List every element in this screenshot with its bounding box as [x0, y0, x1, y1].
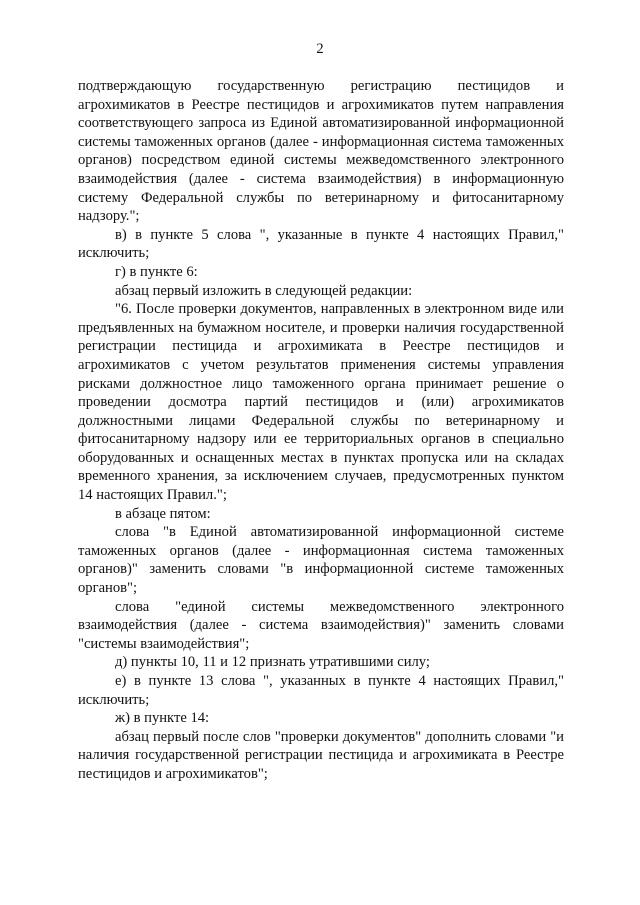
paragraph: слова "единой системы межведомственного электронного взаимодействия (далее - система взаимодействия)" заменить словами "системы взаимодействия"; [78, 598, 564, 652]
paragraph: е) в пункте 13 слова ", указанных в пункте 4 настоящих Правил," исключить; [78, 673, 564, 708]
paragraph: д) пункты 10, 11 и 12 признать утратившими силу; [115, 654, 430, 671]
paragraph: ж) в пункте 14: [115, 710, 210, 727]
paragraph: подтверждающую государственную регистрацию пестицидов и агрохимикатов в Реестре пестицидов и агрохимикатов путем направления соответствующего запроса из Единой автоматизированной информационной системы таможенных органов (далее - информационная система таможенных органов) посредством единой системы межведомственного электронного взаимодействия (далее - система взаимодействия) в информационную систему Федеральной службы по ветеринарному и фитосанитарному надзору."; [78, 78, 564, 225]
document-body [78, 77, 564, 784]
paragraph: абзац первый после слов "проверки документов" дополнить словами "и наличия государственной регистрации пестицида и агрохимиката в Реестре пестицидов и агрохимикатов"; [78, 728, 564, 782]
paragraph: слова "в Единой автоматизированной информационной системе таможенных органов (далее - информационная система таможенных органов)" заменить словами "в информационной системе таможенных органов"; [78, 524, 564, 597]
paragraph: в) в пункте 5 слова ", указанные в пункте 4 настоящих Правил," исключить; [78, 226, 564, 262]
paragraph: в абзаце пятом: [115, 505, 211, 522]
paragraph: абзац первый изложить в следующей редакции: [115, 282, 413, 299]
paragraph: г) в пункте 6: [115, 263, 198, 280]
page-number: 2 [316, 41, 324, 57]
paragraph: "6. После проверки документов, направленных в электронном виде или предъявленных на бумажном носителе, и проверки наличия государственной регистрации пестицида и агрохимиката в Реестре пестицидов и агрохимикатов с учетом результатов применения системы управления рисками должностное лицо таможенного органа принимает решение о проведении досмотра партий пестицидов и (или) агрохимикатов должностными лицами Федеральной службы по ветеринарному и фитосанитарному надзору или ее территориальных органов в специально оборудованных и оснащенных местах в пунктах пропуска или на складах временного хранения, за исключением случаев, предусмотренных пунктом 14 настоящих Правил."; [78, 301, 564, 504]
